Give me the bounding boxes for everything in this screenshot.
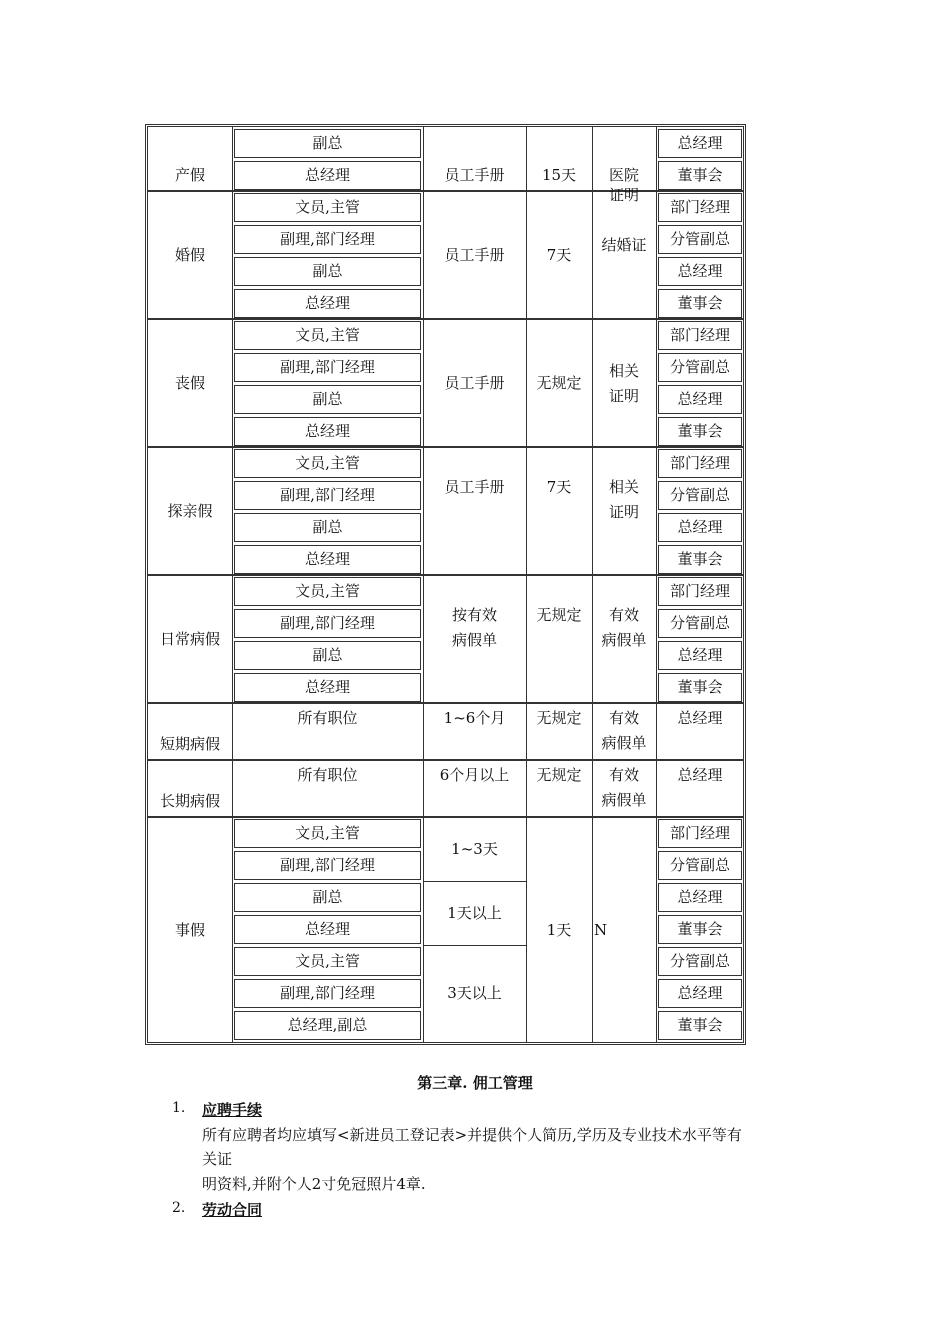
column-divider bbox=[232, 447, 233, 575]
basis-cell: 员工手册 bbox=[444, 166, 505, 184]
column-divider bbox=[592, 817, 593, 1042]
position-cell: 总经理 bbox=[234, 673, 421, 702]
leave-type: 短期病假 bbox=[159, 735, 220, 753]
evidence-cell: 相关 证明 bbox=[608, 362, 639, 405]
leave-type: 丧假 bbox=[174, 374, 205, 392]
position-cell: 文员,主管 bbox=[234, 819, 421, 848]
evidence-cell: 医院 bbox=[608, 166, 639, 184]
column-divider bbox=[526, 447, 527, 575]
position-cell: 副理,部门经理 bbox=[234, 353, 421, 382]
leave-type: 产假 bbox=[174, 166, 205, 184]
duration-cell: 1天以上 bbox=[447, 904, 502, 922]
item-title-application: 应聘手续 bbox=[202, 1101, 263, 1119]
position-cell: 文员,主管 bbox=[234, 449, 421, 478]
days-cell: 无规定 bbox=[536, 709, 582, 727]
approver-cell: 董事会 bbox=[658, 161, 742, 190]
approver-cell: 分管副总 bbox=[658, 481, 742, 510]
approver-cell: 董事会 bbox=[658, 673, 742, 702]
days-cell: 无规定 bbox=[536, 766, 582, 784]
basis-cell: 6个月以上 bbox=[439, 766, 510, 784]
basis-cell: 员工手册 bbox=[444, 374, 505, 392]
approver-cell: 部门经理 bbox=[658, 819, 742, 848]
evidence-cell: 有效 病假单 bbox=[601, 606, 647, 649]
duration-cell: 3天以上 bbox=[447, 984, 502, 1002]
basis-cell: 1~6个月 bbox=[443, 709, 506, 727]
leave-type: 婚假 bbox=[174, 246, 205, 264]
column-divider bbox=[232, 575, 233, 703]
approver-cell: 部门经理 bbox=[658, 449, 742, 478]
position-cell: 总经理 bbox=[234, 417, 421, 446]
approver-cell: 总经理 bbox=[658, 641, 742, 670]
item-number: 2. bbox=[172, 1200, 186, 1216]
chapter-title: 第三章. 佣工管理 bbox=[417, 1074, 533, 1092]
group-divider bbox=[148, 318, 743, 320]
column-divider bbox=[656, 575, 657, 703]
duration-cell: 1~3天 bbox=[451, 840, 498, 858]
position-cell: 副总 bbox=[234, 513, 421, 542]
position-cell: 副总 bbox=[234, 883, 421, 912]
leave-approval-table bbox=[145, 124, 746, 1045]
approver-cell: 董事会 bbox=[658, 417, 742, 446]
leave-type: 探亲假 bbox=[167, 502, 213, 520]
row-divider bbox=[423, 945, 526, 946]
position-cell: 副理,部门经理 bbox=[234, 851, 421, 880]
evidence-cell: N bbox=[594, 920, 608, 939]
item-number: 1. bbox=[172, 1100, 186, 1116]
paragraph-line: 明资料,并附个人2寸免冠照片4章. bbox=[202, 1175, 426, 1193]
approver-cell: 董事会 bbox=[658, 545, 742, 574]
approver-cell: 董事会 bbox=[658, 289, 742, 318]
column-divider bbox=[656, 447, 657, 575]
group-divider bbox=[148, 759, 743, 761]
days-cell: 15天 bbox=[541, 166, 577, 184]
approver-cell: 总经理 bbox=[658, 513, 742, 542]
position-cell: 总经理 bbox=[234, 545, 421, 574]
approver-cell: 部门经理 bbox=[658, 321, 742, 350]
group-divider bbox=[148, 702, 743, 704]
leave-type: 事假 bbox=[174, 920, 205, 939]
approver-cell: 总经理 bbox=[658, 385, 742, 414]
evidence-cell: 相关 证明 bbox=[608, 478, 639, 521]
position-cell: 副理,部门经理 bbox=[234, 481, 421, 510]
position-cell: 副理,部门经理 bbox=[234, 979, 421, 1008]
approver-cell: 分管副总 bbox=[658, 609, 742, 638]
column-divider bbox=[526, 575, 527, 703]
group-divider bbox=[148, 446, 743, 448]
position-cell: 副总 bbox=[234, 641, 421, 670]
evidence-cell: 有效 病假单 bbox=[601, 766, 647, 809]
approver-cell: 分管副总 bbox=[658, 851, 742, 880]
position-cell: 文员,主管 bbox=[234, 577, 421, 606]
position-cell: 副理,部门经理 bbox=[234, 609, 421, 638]
paragraph-line: 所有应聘者均应填写<新进员工登记表>并提供个人简历,学历及专业技术水平等有 bbox=[202, 1126, 742, 1144]
approver-cell: 分管副总 bbox=[658, 947, 742, 976]
approver-cell: 部门经理 bbox=[658, 193, 742, 222]
leave-type: 日常病假 bbox=[159, 630, 220, 648]
position-cell: 副理,部门经理 bbox=[234, 225, 421, 254]
approver-cell: 部门经理 bbox=[658, 577, 742, 606]
days-cell: 1天 bbox=[546, 920, 572, 939]
leave-type: 长期病假 bbox=[159, 792, 220, 810]
position-cell: 所有职位 bbox=[297, 709, 358, 727]
column-divider bbox=[656, 191, 657, 319]
position-cell: 副总 bbox=[234, 385, 421, 414]
approver-cell: 总经理 bbox=[658, 883, 742, 912]
basis-cell: 员工手册 bbox=[444, 478, 505, 496]
basis-cell: 按有效 病假单 bbox=[451, 606, 497, 649]
position-cell: 文员,主管 bbox=[234, 321, 421, 350]
approver-cell: 总经理 bbox=[677, 709, 723, 727]
position-cell: 文员,主管 bbox=[234, 193, 421, 222]
position-cell: 总经理 bbox=[234, 289, 421, 318]
position-cell: 副总 bbox=[234, 129, 421, 158]
approver-cell: 分管副总 bbox=[658, 353, 742, 382]
days-cell: 7天 bbox=[546, 478, 572, 496]
column-divider bbox=[232, 817, 233, 1042]
column-divider bbox=[232, 191, 233, 319]
row-divider bbox=[423, 881, 526, 882]
days-cell: 无规定 bbox=[536, 606, 582, 624]
days-cell: 7天 bbox=[546, 246, 572, 264]
position-cell: 总经理 bbox=[234, 161, 421, 190]
position-cell: 所有职位 bbox=[297, 766, 358, 784]
days-cell: 无规定 bbox=[536, 374, 582, 392]
position-cell: 文员,主管 bbox=[234, 947, 421, 976]
position-cell: 总经理 bbox=[234, 915, 421, 944]
group-divider bbox=[148, 574, 743, 576]
position-cell: 副总 bbox=[234, 257, 421, 286]
item-title-labor-contract: 劳动合同 bbox=[202, 1201, 263, 1219]
column-divider bbox=[656, 319, 657, 447]
position-cell: 总经理,副总 bbox=[234, 1011, 421, 1040]
column-divider bbox=[656, 817, 657, 1042]
group-divider bbox=[148, 816, 743, 818]
approver-cell: 总经理 bbox=[658, 257, 742, 286]
approver-cell: 总经理 bbox=[658, 129, 742, 158]
column-divider bbox=[656, 127, 657, 191]
evidence-cell: 证明 结婚证 bbox=[601, 186, 647, 254]
approver-cell: 分管副总 bbox=[658, 225, 742, 254]
basis-cell: 员工手册 bbox=[444, 246, 505, 264]
approver-cell: 总经理 bbox=[658, 979, 742, 1008]
column-divider bbox=[232, 319, 233, 447]
approver-cell: 总经理 bbox=[677, 766, 723, 784]
approver-cell: 董事会 bbox=[658, 1011, 742, 1040]
approver-cell: 董事会 bbox=[658, 915, 742, 944]
column-divider bbox=[232, 127, 233, 191]
column-divider bbox=[423, 447, 424, 575]
paragraph-line: 关证 bbox=[202, 1150, 233, 1168]
evidence-cell: 有效 病假单 bbox=[601, 709, 647, 752]
